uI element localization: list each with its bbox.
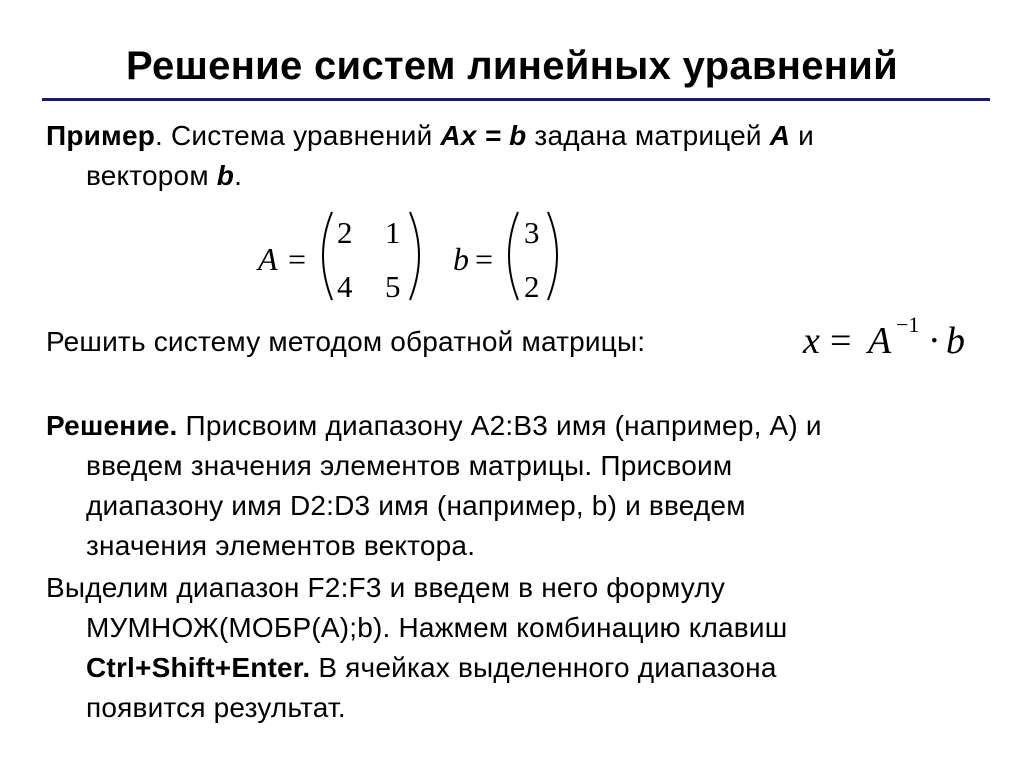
- solution-line-2: введем значения элементов матрицы. Присвоим: [86, 450, 733, 481]
- example-text-1: . Система уравнений: [155, 120, 441, 151]
- formula-a: A: [868, 320, 892, 362]
- hotkey-label: Ctrl+Shift+Enter.: [86, 652, 311, 683]
- solution-line-1: [46, 406, 822, 446]
- step2-line-2: МУМНОЖ(МОБР(А);b). Нажмем комбинацию клавиш: [86, 612, 788, 643]
- step2-line-4: появится результат.: [86, 692, 346, 723]
- matrix-a-right-paren: [410, 212, 419, 300]
- example-text-5: .: [234, 160, 243, 191]
- task-paragraph: [46, 322, 645, 362]
- step2-paragraph: [46, 568, 787, 728]
- vector-b-cell-1: 3: [524, 215, 540, 250]
- formula-b: b: [946, 320, 965, 362]
- slide-title: Решение систем линейных уравнений: [125, 44, 899, 88]
- solution-line-3: диапазону имя D2:D3 имя (например, b) и введем: [86, 490, 746, 521]
- matrix-a-cell-21: 4: [337, 269, 353, 304]
- vector-b-left-paren: [509, 212, 518, 300]
- example-text-3: и: [790, 120, 814, 151]
- vector-b-label: b: [453, 241, 469, 277]
- formula-equals: =: [830, 320, 852, 362]
- matrix-a-cell-22: 5: [385, 269, 401, 304]
- solution-label: Решение.: [46, 410, 178, 441]
- example-label: Пример: [46, 120, 156, 151]
- vector-b-right-paren: [548, 212, 557, 300]
- matrix-a-equals: =: [288, 241, 307, 277]
- vector-b-cell-2: 2: [524, 269, 540, 304]
- formula-x: x: [803, 320, 820, 362]
- step2-line-3-rest: В ячейках выделенного диапазона: [310, 652, 777, 683]
- step2-line-3: [46, 648, 787, 688]
- solution-paragraph: [46, 406, 822, 566]
- example-matrix-name: A: [769, 120, 791, 151]
- matrix-a-cell-12: 1: [385, 215, 401, 250]
- task-text: Решить систему методом обратной матрицы:: [46, 326, 646, 357]
- formula-exponent: −1: [896, 312, 920, 337]
- step2-line-1: Выделим диапазон F2:F3 и введем в него формулу: [46, 572, 726, 603]
- vector-b-equals: =: [475, 241, 494, 277]
- solution-text-1: Присвоим диапазону А2:В3 имя (например, А) и: [177, 410, 822, 441]
- example-text-4: вектором: [86, 160, 217, 191]
- example-text-2: задана матрицей: [526, 120, 770, 151]
- matrix-a-cell-11: 2: [337, 215, 353, 250]
- matrix-a-label: A: [258, 241, 278, 277]
- example-equation: Ax = b: [440, 120, 527, 151]
- solution-line-4: значения элементов вектора.: [86, 530, 476, 561]
- matrix-a-left-paren: [323, 212, 332, 300]
- example-vector-name: b: [216, 160, 235, 191]
- formula-dot: ·: [928, 320, 941, 362]
